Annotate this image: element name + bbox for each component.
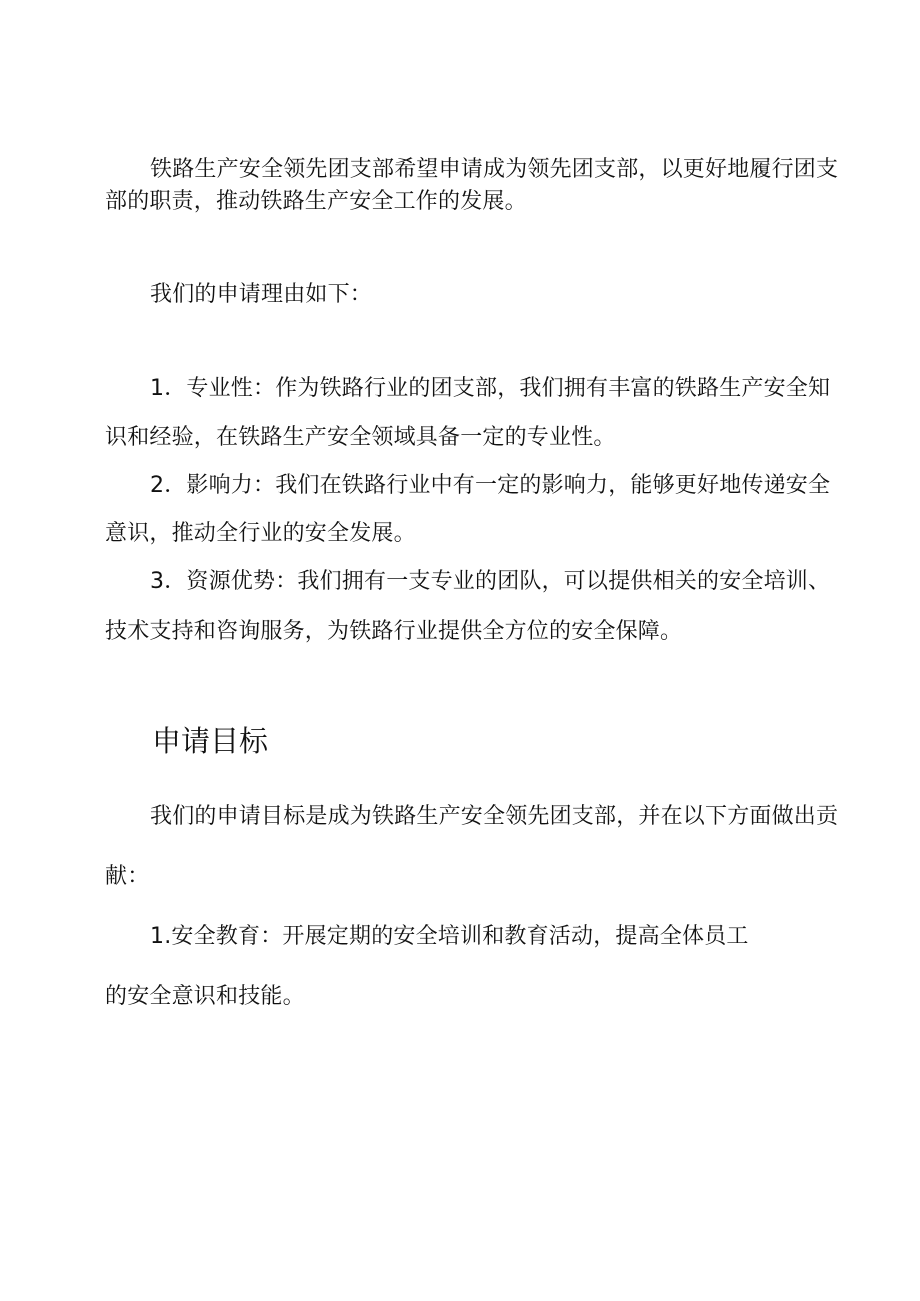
reason-2-line-1: 2．影响力：我们在铁路行业中有一定的影响力，能够更好地传递安全: [150, 473, 831, 498]
goal-1-line-1: 1.安全教育：开展定期的安全培训和教育活动，提高全体员工: [150, 924, 749, 949]
reason-3-line-1: 3．资源优势：我们拥有一支专业的团队，可以提供相关的安全培训、: [150, 569, 831, 594]
section-heading: 申请目标: [152, 724, 269, 758]
reason-1-line-2: 识和经验，在铁路生产安全领域具备一定的专业性。: [105, 425, 616, 450]
reason-1-line-1: 1．专业性：作为铁路行业的团支部，我们拥有丰富的铁路生产安全知: [150, 376, 831, 401]
goal-1-line-2: 的安全意识和技能。: [105, 984, 305, 1009]
intro-line-1: 铁路生产安全领先团支部希望申请成为领先团支部，以更好地履行团支: [150, 157, 839, 182]
goals-lead-line-2: 献：: [105, 864, 150, 889]
goals-lead-line-1: 我们的申请目标是成为铁路生产安全领先团支部，并在以下方面做出贡: [150, 804, 839, 829]
reasons-lead: 我们的申请理由如下：: [150, 282, 373, 307]
reason-3-line-2: 技术支持和咨询服务，为铁路行业提供全方位的安全保障。: [105, 619, 683, 644]
reason-2-line-2: 意识，推动全行业的安全发展。: [105, 521, 416, 546]
intro-line-2: 部的职责，推动铁路生产安全工作的发展。: [105, 189, 527, 214]
